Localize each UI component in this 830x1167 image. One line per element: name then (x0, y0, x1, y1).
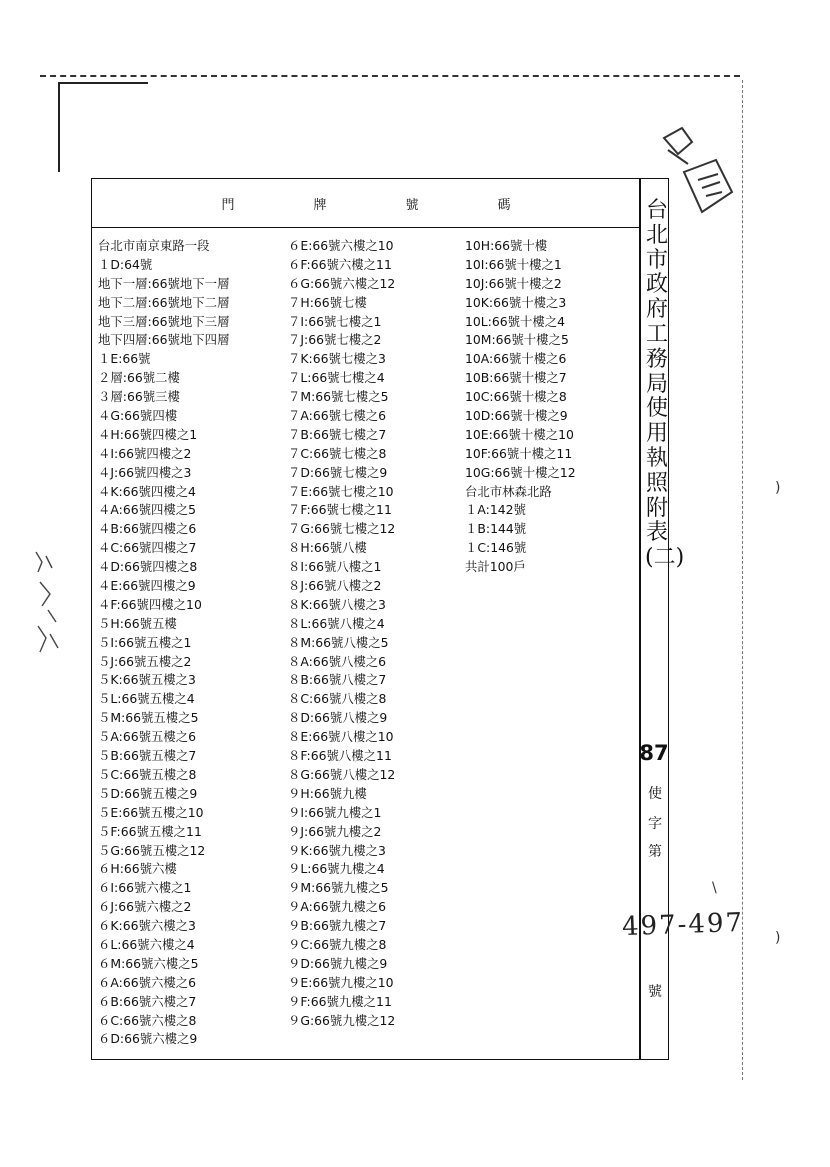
address-entry: ４B:66號四樓之6 (98, 521, 197, 537)
scan-edge-marks (32, 548, 62, 658)
address-entry: １A:142號 (465, 502, 526, 518)
address-entry: ６G:66號六樓之12 (288, 275, 396, 291)
address-entry: ６H:66號六樓 (98, 861, 177, 877)
address-entry: ８B:66號八樓之7 (288, 672, 387, 688)
address-entry: ５F:66號五樓之11 (98, 823, 202, 839)
address-entry: ６I:66號六樓之1 (98, 880, 192, 896)
address-column-2 (288, 237, 395, 1030)
address-entry: 地下三層:66號地下三層 (98, 313, 230, 329)
address-entry: ４D:66號四樓之8 (98, 559, 198, 575)
address-entry: ５C:66號五樓之8 (98, 766, 197, 782)
address-entry: ６L:66號六樓之4 (98, 936, 195, 952)
address-entry: ５E:66號五樓之10 (98, 804, 204, 820)
address-entry: 共計100戶 (465, 559, 526, 575)
address-entry: ５B:66號五樓之7 (98, 748, 197, 764)
header-char-2: 牌 (313, 197, 327, 213)
address-entry: ７L:66號七樓之4 (288, 370, 385, 386)
handwritten-license-number: 497-497 (621, 907, 745, 943)
address-entry: 10D:66號十樓之9 (465, 408, 568, 424)
header-char-1: 門 (221, 197, 235, 213)
address-entry: ９B:66號九樓之7 (288, 918, 387, 934)
address-entry: ７D:66號七樓之9 (288, 464, 388, 480)
address-entry: ４H:66號四樓之1 (98, 426, 198, 442)
address-entry: ７G:66號七樓之12 (288, 521, 396, 537)
address-entry: ６B:66號六樓之7 (98, 993, 197, 1009)
address-entry: ６C:66號六樓之8 (98, 1012, 197, 1028)
address-entry: ９H:66號九樓 (288, 785, 367, 801)
address-entry: ４K:66號四樓之4 (98, 483, 196, 499)
header-char-4: 碼 (497, 197, 511, 213)
address-entry: ８L:66號八樓之4 (288, 615, 385, 631)
scan-corner-mark-horizontal (58, 82, 148, 84)
address-entry: １E:66號 (98, 351, 151, 367)
address-entry: ４I:66號四樓之2 (98, 445, 192, 461)
side-char-zi: 字 (648, 816, 662, 832)
address-entry: ３層:66號三樓 (98, 389, 180, 405)
address-entry: ７I:66號七樓之1 (288, 313, 382, 329)
address-entry: １C:146號 (465, 540, 527, 556)
address-entry: ８A:66號八樓之6 (288, 653, 387, 669)
address-entry: ７A:66號七樓之6 (288, 408, 387, 424)
header-char-3: 號 (405, 197, 419, 213)
address-column-3 (465, 237, 576, 577)
address-entry: ９L:66號九樓之4 (288, 861, 385, 877)
address-entry: ８D:66號八樓之9 (288, 710, 388, 726)
address-entry: ８C:66號八樓之8 (288, 691, 387, 707)
address-entry: ８E:66號八樓之10 (288, 729, 394, 745)
address-entry: ７M:66號七樓之5 (288, 389, 389, 405)
address-entry: 台北市林森北路 (465, 483, 552, 499)
scan-tick-mark: ) (775, 480, 781, 496)
address-entry: 10M:66號十樓之5 (465, 332, 569, 348)
address-entry: ７H:66號七樓 (288, 294, 367, 310)
address-entry: ５I:66號五樓之1 (98, 634, 192, 650)
address-entry: １D:64號 (98, 256, 153, 272)
address-entry: ７F:66號七樓之11 (288, 502, 392, 518)
address-entry: ６A:66號六樓之6 (98, 974, 197, 990)
address-entry: ９D:66號九樓之9 (288, 955, 388, 971)
scan-corner-mark (58, 82, 60, 172)
address-entry: ６E:66號六樓之10 (288, 238, 394, 253)
address-entry: ９J:66號九樓之2 (288, 823, 382, 839)
address-entry: ６M:66號六樓之5 (98, 955, 199, 971)
address-entry: ５D:66號五樓之9 (98, 785, 198, 801)
address-entry: ４A:66號四樓之5 (98, 502, 197, 518)
address-entry: 10J:66號十樓之2 (465, 275, 562, 291)
address-entry: ４G:66號四樓 (98, 408, 178, 424)
scan-tick-mark: ) (775, 930, 781, 946)
address-entry: ４E:66號四樓之9 (98, 578, 196, 594)
address-entry: ９E:66號九樓之10 (288, 974, 394, 990)
address-entry: ７C:66號七樓之8 (288, 445, 387, 461)
license-year: 87 (639, 741, 669, 765)
address-list (98, 237, 638, 1052)
side-char-shi: 使 (648, 786, 662, 802)
side-char-di: 第 (648, 844, 662, 860)
address-entry: ６K:66號六樓之3 (98, 918, 196, 934)
side-title: 台北市政府工務局使用執照附表(二) (645, 198, 685, 571)
address-entry: ５H:66號五樓 (98, 615, 177, 631)
address-entry: ６F:66號六樓之11 (288, 256, 392, 272)
address-entry: ５K:66號五樓之3 (98, 672, 196, 688)
seal-stamp-icon (658, 120, 738, 220)
address-entry: ５G:66號五樓之12 (98, 842, 206, 858)
address-entry: 10C:66號十樓之8 (465, 389, 567, 405)
table-header (92, 179, 640, 228)
address-entry: 10B:66號十樓之7 (465, 370, 567, 386)
address-entry: ２層:66號二樓 (98, 370, 180, 386)
address-entry: 10K:66號十樓之3 (465, 294, 567, 310)
address-entry: 台北市南京東路一段 (98, 238, 210, 253)
address-entry: 10A:66號十樓之6 (465, 351, 567, 367)
address-entry: ８F:66號八樓之11 (288, 748, 392, 764)
address-entry: 10G:66號十樓之12 (465, 464, 576, 480)
address-entry: ９K:66號九樓之3 (288, 842, 386, 858)
address-entry: ９F:66號九樓之11 (288, 993, 392, 1009)
address-entry: ９G:66號九樓之12 (288, 1012, 396, 1028)
address-entry: ４J:66號四樓之3 (98, 464, 192, 480)
address-entry: ５J:66號五樓之2 (98, 653, 192, 669)
address-entry: ７J:66號七樓之2 (288, 332, 382, 348)
address-entry: 10F:66號十樓之11 (465, 445, 573, 461)
address-entry: ９A:66號九樓之6 (288, 899, 387, 915)
address-entry: ５L:66號五樓之4 (98, 691, 195, 707)
address-entry: ４C:66號四樓之7 (98, 540, 197, 556)
address-entry: 地下一層:66號地下一層 (98, 275, 230, 291)
address-entry: ８K:66號八樓之3 (288, 596, 386, 612)
address-entry: ８M:66號八樓之5 (288, 634, 389, 650)
address-entry: ９M:66號九樓之5 (288, 880, 389, 896)
address-entry: ９C:66號九樓之8 (288, 936, 387, 952)
side-char-hao: 號 (648, 984, 662, 1000)
address-entry: ７B:66號七樓之7 (288, 426, 387, 442)
address-entry: ７K:66號七樓之3 (288, 351, 386, 367)
address-entry: ８I:66號八樓之1 (288, 559, 382, 575)
address-entry: ８J:66號八樓之2 (288, 578, 382, 594)
address-entry: 10E:66號十樓之10 (465, 426, 574, 442)
address-entry: ４F:66號四樓之10 (98, 596, 202, 612)
address-entry: ８H:66號八樓 (288, 540, 367, 556)
address-entry: 10I:66號十樓之1 (465, 256, 562, 272)
address-entry: 地下四層:66號地下四層 (98, 332, 230, 348)
address-entry: １B:144號 (465, 521, 527, 537)
address-entry: 10L:66號十樓之4 (465, 313, 566, 329)
address-entry: ６J:66號六樓之2 (98, 899, 192, 915)
address-entry: ５M:66號五樓之5 (98, 710, 199, 726)
scan-tick-mark: \ (712, 880, 717, 896)
address-entry: ７E:66號七樓之10 (288, 483, 394, 499)
address-entry: ８G:66號八樓之12 (288, 766, 396, 782)
address-entry: 10H:66號十樓 (465, 238, 548, 253)
address-entry: ６D:66號六樓之9 (98, 1031, 198, 1047)
address-entry: ９I:66號九樓之1 (288, 804, 382, 820)
address-entry: 地下二層:66號地下二層 (98, 294, 230, 310)
scan-dashed-border (40, 75, 740, 77)
address-column-1 (98, 237, 229, 1049)
address-entry: ５A:66號五樓之6 (98, 729, 197, 745)
